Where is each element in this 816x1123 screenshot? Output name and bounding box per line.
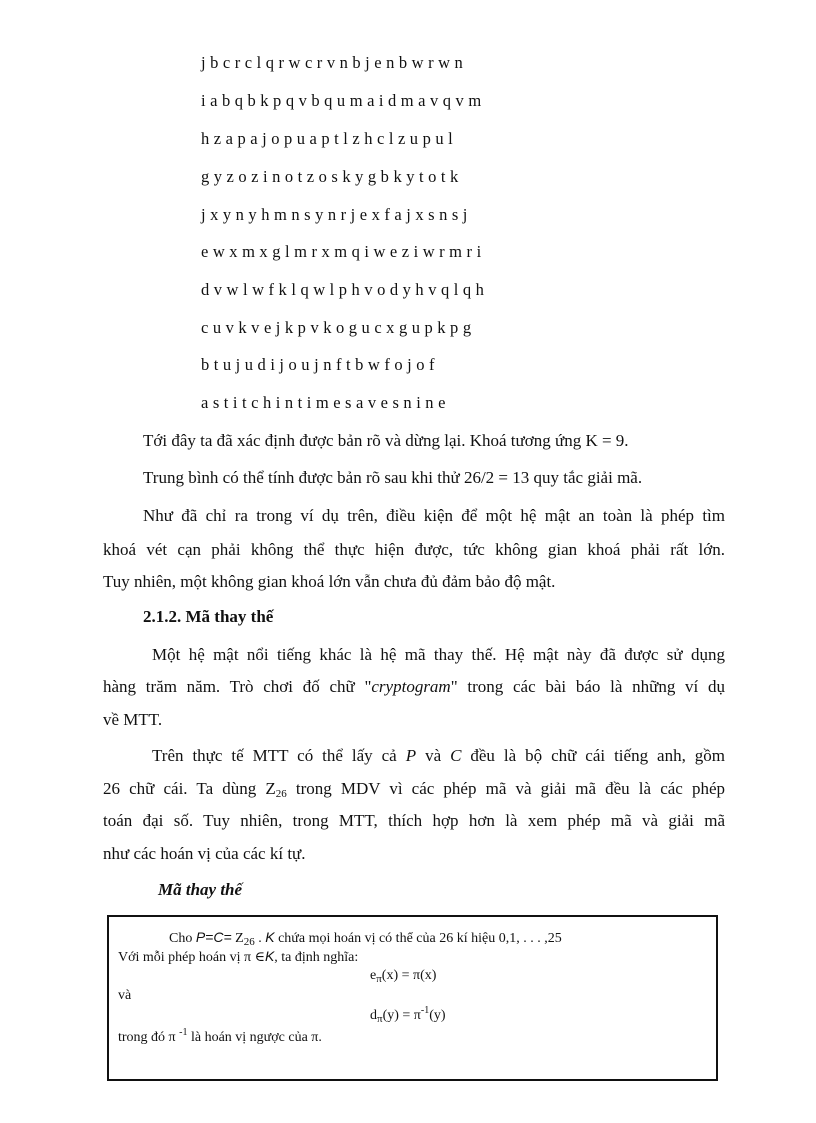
box-line-and: và — [118, 988, 132, 1003]
text-line: Trên thực tế MTT có thể lấy cả P và C đều là bộ chữ cái tiếng anh, gồm — [152, 746, 726, 765]
text-line: về MTT. — [103, 710, 163, 729]
text-line: Như đã chỉ ra trong ví dụ trên, điều kiện để một hệ mật an toàn là phép tìm — [143, 506, 725, 525]
section-heading: 2.1.2. Mã thay thế — [143, 607, 274, 626]
text-line: như các hoán vị của các kí tự. — [103, 844, 306, 863]
text-line: Tuy nhiên, một không gian khoá lớn vẫn chưa đủ đảm bảo độ mật. — [103, 572, 556, 591]
letter-row: e w x m x g l m r x m q i w e z i w r m r i — [201, 242, 482, 261]
text-line: toán đại số. Tuy nhiên, trong MTT, thích hợp hơn là xem phép mã và giải mã — [103, 811, 725, 830]
decryption-formula: $d_\pi(y) = \pi^{-1}(y)$ — [370, 1005, 446, 1025]
letter-row: j b c r c l q r w c r v n b j e n b w r w n — [201, 53, 463, 72]
text-line: 26 chữ cái. Ta dùng $Z_{26}$ trong MDV vì các phép mã và giải mã đều là các phép — [103, 779, 725, 800]
letter-row: j x y n y h m n s y n r j e x f a j x s n s j — [201, 205, 468, 224]
letter-row: b t u j u d i j o u j n f t b w f o j o f — [201, 355, 435, 374]
paragraph-key-found: Tới đây ta đã xác định được bản rõ và dừng lại. Khoá tương ứng K = 9. — [143, 431, 629, 450]
box-line-inverse: trong đó π $^{-1}$ là hoán vị ngược của π. — [118, 1027, 322, 1045]
letter-row: a s t i t c h i n t i m e s a v e s n i n e — [201, 393, 446, 412]
letter-row: c u v k v e j k p v k o g u c x g u p k p g — [201, 318, 472, 337]
box-title: Mã thay thế — [158, 880, 243, 899]
text-line: hàng trăm năm. Trò chơi đố chữ "cryptogram" trong các bài báo là những ví dụ — [103, 677, 725, 696]
text-line: Một hệ mật nổi tiếng khác là hệ mã thay thế. Hệ mật này đã được sử dụng — [152, 645, 725, 664]
letter-row: d v w l w f k l q w l p h v o d y h v q l q h — [201, 280, 485, 299]
box-line-2: Với mỗi phép hoán vị π ∈K, ta định nghĩa: — [118, 948, 359, 965]
letter-row: h z a p a j o p u a p t l z h c l z u p u l — [201, 129, 453, 148]
letter-row: i a b q b k p q v b q u m a i d m a v q v m — [201, 91, 482, 110]
text-line: khoá vét cạn phải không thể thực hiện được, tức không gian khoá phải rất lớn. — [103, 540, 725, 559]
box-line-1: Cho $P=C= Z_{26}$ . K chứa mọi hoán vị có thể của 26 kí hiệu 0,1, . . . ,25 — [169, 929, 562, 948]
encryption-formula: $e_\pi(x) = \pi(x)$ — [370, 968, 437, 985]
definition-box — [107, 915, 718, 1081]
paragraph-average-tries: Trung bình có thể tính được bản rõ sau khi thử 26/2 = 13 quy tắc giải mã. — [143, 468, 643, 487]
letter-row: g y z o z i n o t z o s k y g b k y t o t k — [201, 167, 459, 186]
